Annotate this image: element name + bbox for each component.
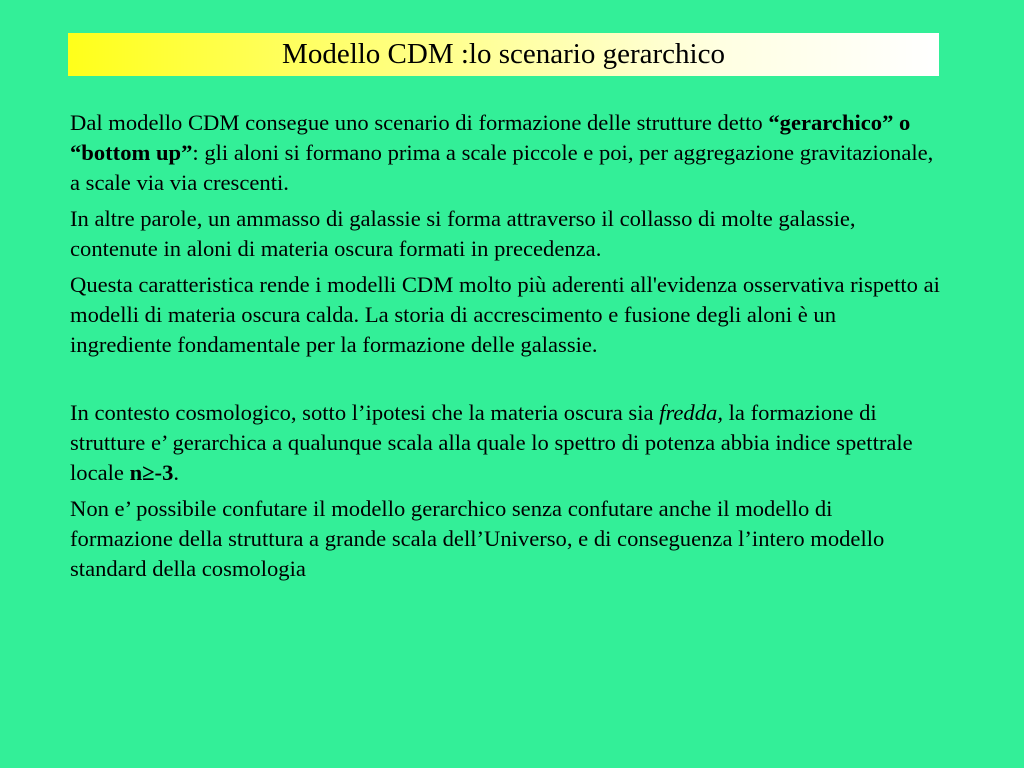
bottom-up-term: “gerarchico” o “bottom up” (70, 110, 911, 165)
title-bar (68, 33, 939, 76)
paragraph-hierarchical-scenario (70, 108, 940, 198)
cold-term: fredda, (659, 400, 723, 425)
paragraph-cluster-formation: In altre parole, un ammasso di galassie si forma attraverso il collasso di molte galassie, contenute in aloni di materia oscura formati in precedenza. (70, 206, 856, 261)
paragraph-4-text-end: . (173, 460, 180, 485)
paragraph-4-text-start: In contesto cosmologico, sotto l’ipotesi che la materia oscura sia (70, 400, 660, 425)
paragraph-standard-model: Non e’ possibile confutare il modello gerarchico senza confutare anche il modello di formazione della struttura a grande scala dell’Universo, e di conseguenza l’intero modello standard della cosmologia (70, 496, 885, 581)
paragraph-4-text-middle: la formazione di strutture e’ gerarchica a qualunque scala alla quale lo spettro di potenza abbia indice spettrale locale (70, 400, 913, 485)
slide-title: Modello CDM :lo scenario gerarchico (282, 38, 725, 70)
paragraph-1-text-end: : gli aloni si formano prima a scale piccole e poi, per aggregazione gravitazionale, a scale via via crescenti. (70, 140, 934, 195)
spectral-index-condition: n≥-3 (129, 460, 174, 485)
paragraph-cosmological-context (70, 398, 940, 488)
slide-body (70, 108, 940, 584)
paragraph-1-text-start: Dal modello CDM consegue uno scenario di formazione delle strutture detto (70, 110, 769, 135)
paragraph-cdm-evidence: Questa caratteristica rende i modelli CDM molto più aderenti all'evidenza osservativa rispetto ai modelli di materia oscura calda. La storia di accrescimento e fusione degli aloni è un ingrediente fondamentale per la formazione delle galassie. (70, 272, 940, 357)
